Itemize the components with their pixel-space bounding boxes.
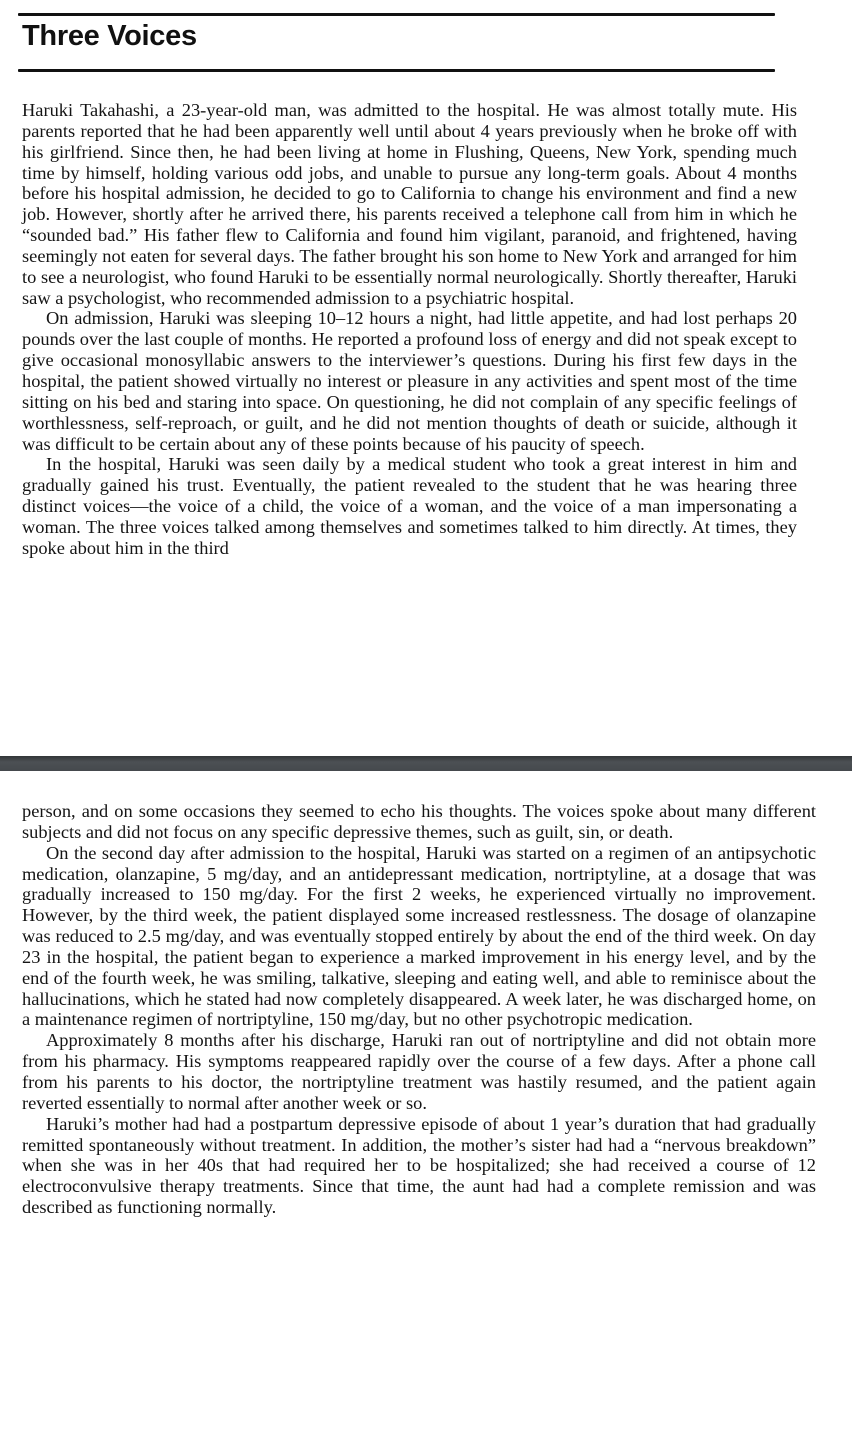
paragraph: On admission, Haruki was sleeping 10–12 hours a night, had little appetite, and had lost perhaps 20 pounds over the last couple of months. He reported a profound loss of energy and did not speak except to give occasional monosyllabic answers to the interviewer’s questions. During his first few days in the hospital, the patient showed virtually no interest or pleasure in any activities and spent most of the time sitting on his bed and staring into space. On questioning, he did not complain of any specific feelings of worthlessness, self-reproach, or guilt, and he did not mention thoughts of death or suicide, although it was difficult to be certain about any of these points because of his paucity of speech. [22, 308, 797, 454]
body-text-bottom [22, 801, 816, 1218]
paragraph: On the second day after admission to the hospital, Haruki was started on a regimen of an antipsychotic medication, olanzapine, 5 mg/day, and an antidepressant medication, nortriptyline, at a dosage that was gradually increased to 150 mg/day. For the first 2 weeks, he experienced virtually no improvement. However, by the third week, the patient displayed some increased restlessness. The dosage of olanzapine was reduced to 2.5 mg/day, and was eventually stopped entirely by about the end of the third week. On day 23 in the hospital, the patient began to experience a marked improvement in his energy level, and by the end of the fourth week, he was smiling, talkative, sleeping and eating well, and able to reminisce about the hallucinations, which he stated had now completely disappeared. A week later, he was discharged home, on a maintenance regimen of nortriptyline, 150 mg/day, but no other psychotropic medication. [22, 842, 816, 1030]
page-bottom [0, 771, 852, 1452]
title-rule-top [18, 13, 775, 16]
paragraph: Haruki’s mother had had a postpartum depressive episode of about 1 year’s duration that had gradually remitted spontaneously without treatment. In addition, the mother’s sister had had a “nervous breakdown” when she was in her 40s that had required her to be hospitalized; she had received a course of 12 electroconvulsive therapy treatments. Since that time, the aunt had had a complete remission and was described as functioning normally. [22, 1113, 816, 1218]
title-rule-bottom [18, 69, 775, 72]
paragraph: person, and on some occasions they seemed to echo his thoughts. The voices spoke about many different subjects and did not focus on any specific depressive themes, such as guilt, sin, or death. [22, 801, 816, 842]
page-title: Three Voices [22, 20, 197, 52]
body-text-top [22, 100, 797, 559]
paragraph: In the hospital, Haruki was seen daily by a medical student who took a great interest in him and gradually gained his trust. Eventually, the patient revealed to the student that he was hearing three distinct voices—the voice of a child, the voice of a woman, and the voice of a man impersonating a woman. The three voices talked among themselves and sometimes talked to him directly. At times, they spoke about him in the third [22, 454, 797, 558]
paragraph: Approximately 8 months after his discharge, Haruki ran out of nortriptyline and did not obtain more from his pharmacy. His symptoms reappeared rapidly over the course of a few days. After a phone call from his parents to his doctor, the nortriptyline treatment was hastily resumed, and the patient again reverted essentially to normal after another week or so. [22, 1030, 816, 1113]
paragraph: Haruki Takahashi, a 23-year-old man, was admitted to the hospital. He was almost totally mute. His parents reported that he had been apparently well until about 4 years previously when he broke off with his girlfriend. Since then, he had been living at home in Flushing, Queens, New York, spending much time by himself, holding various odd jobs, and unable to pursue any long-term goals. About 4 months before his hospital admission, he decided to go to California to change his environment and find a new job. However, shortly after he arrived there, his parents received a telephone call from him in which he “sounded bad.” His father flew to California and found him vigilant, paranoid, and frightened, having seemingly not eaten for several days. The father brought his son home to New York and arranged for him to see a neurologist, who found Haruki to be essentially normal neurologically. Shortly thereafter, Haruki saw a psychologist, who recommended admission to a psychiatric hospital. [22, 100, 797, 308]
page-separator [0, 756, 852, 771]
